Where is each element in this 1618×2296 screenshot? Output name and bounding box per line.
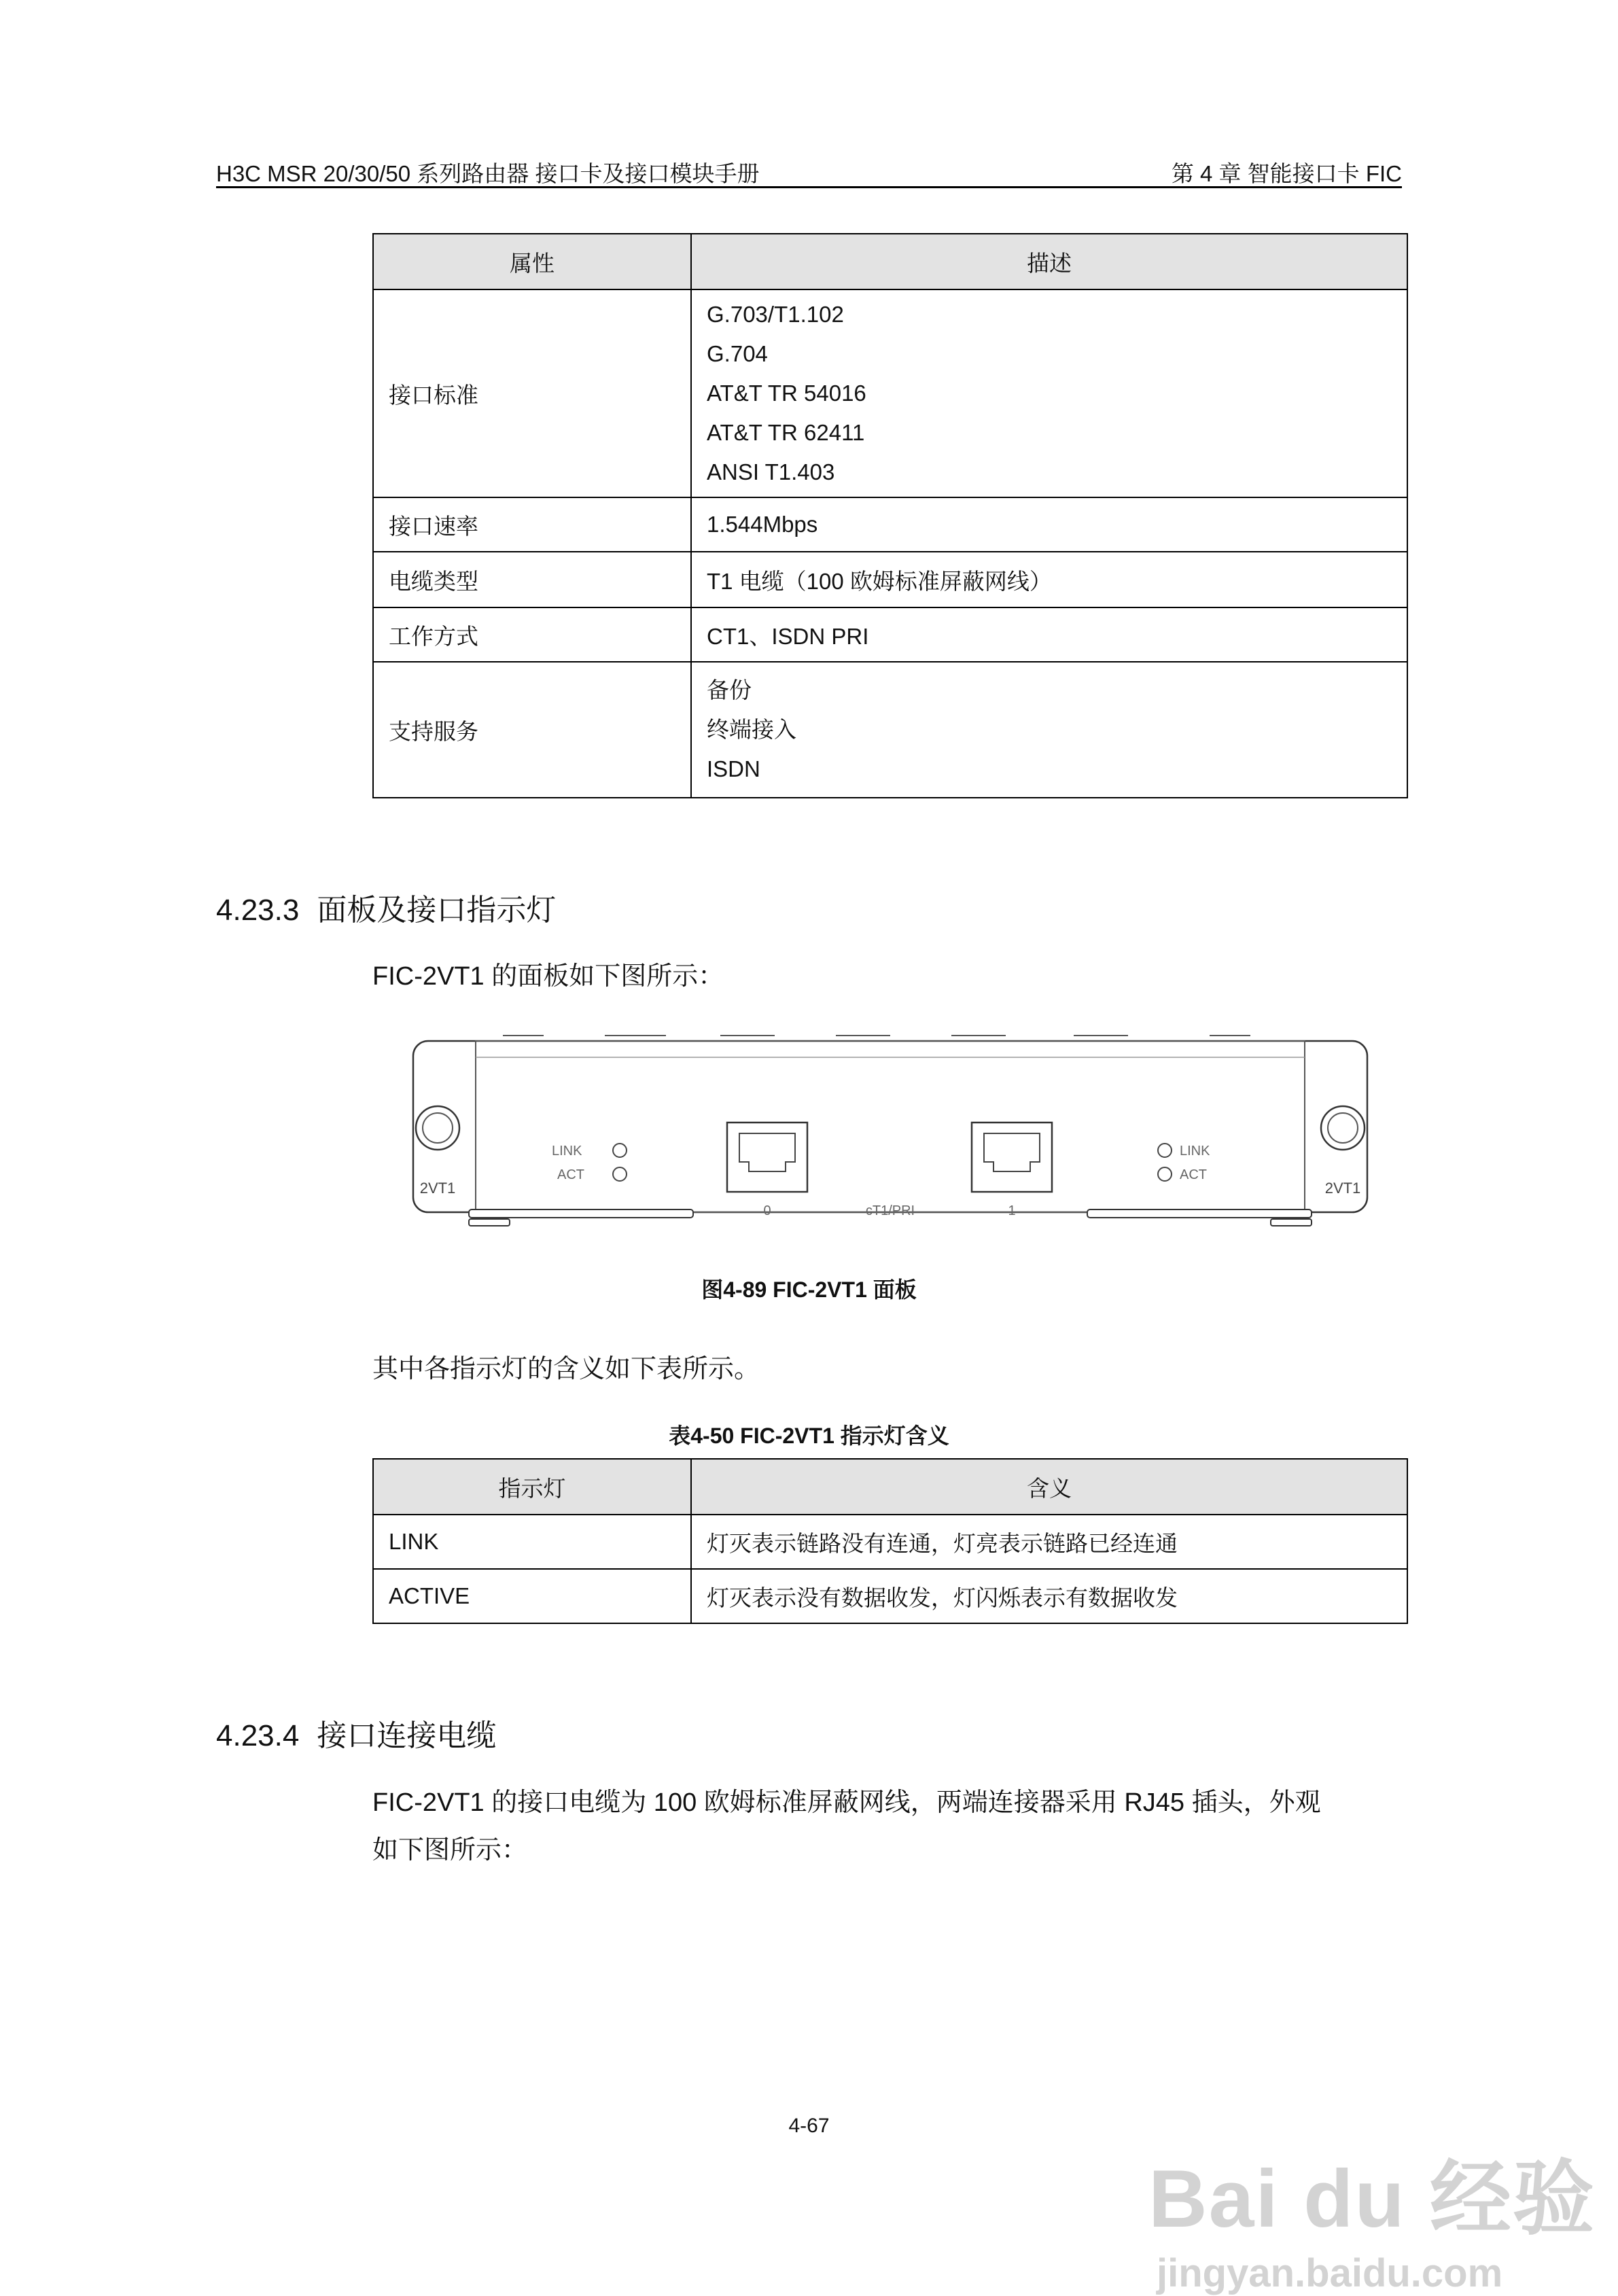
led-header-indicator: 指示灯 — [373, 1459, 691, 1515]
panel-outline — [413, 1041, 1367, 1212]
led-link-right-icon — [1158, 1144, 1172, 1157]
spec-attr: 接口速率 — [373, 497, 691, 552]
led-link-left-icon — [613, 1144, 627, 1157]
led-act-left-icon — [613, 1167, 627, 1181]
spec-attr: 接口标准 — [373, 289, 691, 497]
led-name: LINK — [373, 1515, 691, 1569]
spec-desc-line: AT&T TR 62411 — [707, 420, 865, 445]
section-number: 4.23.4 — [216, 1719, 300, 1752]
rj45-port-1-icon — [972, 1123, 1052, 1192]
spec-table — [372, 233, 1408, 798]
led-table-caption: 表4-50 FIC-2VT1 指示灯含义 — [669, 1424, 949, 1448]
table-row — [373, 1515, 1407, 1569]
section-heading-4233 — [216, 885, 556, 929]
led-table — [372, 1458, 1408, 1624]
page-number: 4-67 — [788, 2115, 830, 2137]
spec-attr: 支持服务 — [373, 662, 691, 798]
led-act-label-right: ACT — [1180, 1167, 1207, 1182]
spec-desc-line: 终端接入 — [707, 717, 796, 742]
section-heading-4234 — [216, 1711, 496, 1754]
panel-right-label: 2VT1 — [1324, 1180, 1361, 1197]
spec-desc-line: ANSI T1.403 — [707, 459, 835, 484]
led-table-header-row — [373, 1459, 1407, 1515]
figure-caption: 图4-89 FIC-2VT1 面板 — [701, 1277, 917, 1302]
watermark — [1148, 2134, 1596, 2296]
spec-header-desc: 描述 — [691, 234, 1407, 289]
header-chapter: 第 4 章 智能接口卡 FIC — [1171, 161, 1402, 186]
led-meaning: 灯灭表示链路没有连通，灯亮表示链路已经连通 — [691, 1515, 1407, 1569]
spec-desc-line: 备份 — [707, 677, 752, 703]
table-row — [373, 552, 1407, 607]
led-link-label-left: LINK — [552, 1144, 582, 1159]
led-header-meaning: 含义 — [691, 1459, 1407, 1515]
port-1-label: 1 — [1008, 1203, 1016, 1218]
port-group-label: cT1/PRI — [865, 1203, 915, 1218]
header-title: H3C MSR 20/30/50 系列路由器 接口卡及接口模块手册 — [216, 161, 760, 186]
spec-desc: CT1、ISDN PRI — [691, 607, 1407, 662]
section-number: 4.23.3 — [216, 894, 300, 927]
section-title: 接口连接电缆 — [317, 1719, 497, 1752]
spec-desc — [691, 662, 1407, 798]
thumbscrew-right-icon — [1321, 1106, 1365, 1150]
panel-intro: FIC-2VT1 的面板如下图所示： — [372, 962, 724, 991]
spec-desc: 1.544Mbps — [691, 497, 1407, 552]
table-row — [373, 289, 1407, 497]
rj45-port-0-icon — [727, 1123, 807, 1192]
thumbscrew-left-icon — [416, 1106, 459, 1150]
watermark-url: jingyan.baidu.com — [1157, 2251, 1503, 2295]
table-row — [373, 497, 1407, 552]
table-row — [373, 662, 1407, 798]
spec-header-attr: 属性 — [373, 234, 691, 289]
led-intro: 其中各指示灯的含义如下表所示。 — [372, 1355, 760, 1383]
spec-desc: T1 电缆（100 欧姆标准屏蔽网线） — [691, 552, 1407, 607]
spec-desc-line: G.703/T1.102 — [707, 302, 844, 327]
led-act-right-icon — [1158, 1167, 1172, 1181]
cable-paragraph — [372, 1779, 1412, 1874]
spec-desc-line: ISDN — [707, 756, 760, 781]
cable-paragraph-line: 如下图所示： — [372, 1836, 528, 1865]
spec-desc — [691, 289, 1407, 497]
led-meaning: 灯灭表示没有数据收发，灯闪烁表示有数据收发 — [691, 1569, 1407, 1623]
led-link-label-right: LINK — [1180, 1144, 1210, 1159]
table-row — [373, 607, 1407, 662]
led-name: ACTIVE — [373, 1569, 691, 1623]
table-row — [373, 1569, 1407, 1623]
header-rule — [216, 186, 1402, 188]
spec-table-header-row — [373, 234, 1407, 289]
port-0-label: 0 — [763, 1203, 771, 1218]
panel-figure — [408, 1026, 1373, 1243]
panel-left-label: 2VT1 — [419, 1180, 456, 1197]
section-title: 面板及接口指示灯 — [317, 894, 557, 927]
spec-attr: 工作方式 — [373, 607, 691, 662]
spec-desc-line: G.704 — [707, 341, 768, 366]
spec-attr: 电缆类型 — [373, 552, 691, 607]
watermark-logo: Bai du 经验 — [1148, 2153, 1596, 2244]
spec-desc-line: AT&T TR 54016 — [707, 381, 866, 406]
cable-paragraph-line: FIC-2VT1 的接口电缆为 100 欧姆标准屏蔽网线，两端连接器采用 RJ45 插头，外观 — [372, 1788, 1321, 1817]
led-act-label-left: ACT — [557, 1167, 584, 1182]
